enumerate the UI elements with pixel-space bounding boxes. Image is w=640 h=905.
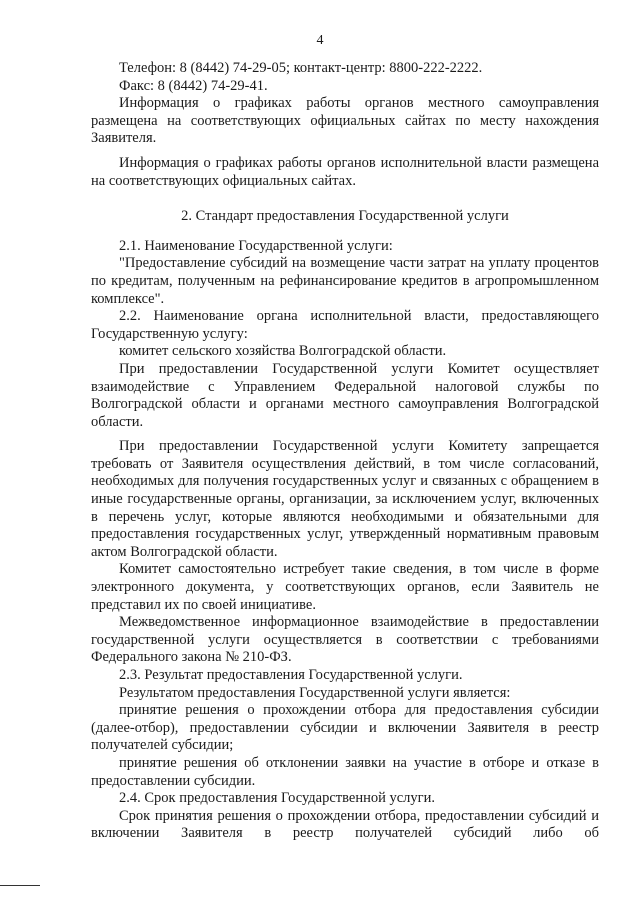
paragraph-2-1: 2.1. Наименование Государственной услуги: [119,237,393,254]
paragraph-interaction: При предоставлении Государственной услуги Комитет осуществляет взаимодействие с Управлением Федеральной налоговой службы по Волгоградской области и органами местного самоуправления Волгоградской области. [91,360,599,430]
paragraph-service-name: "Предоставление субсидий на возмещение части затрат на уплату процентов по кредитам, полученным на рефинансирование кредитов в агропромышленном комплексе". [91,255,599,307]
document-body [91,60,599,843]
paragraph-2-4: 2.4. Срок предоставления Государственной услуги. [119,790,435,807]
paragraph-result-rejection: принятие решения об отклонении заявки на участие в отборе и отказе в предоставлении субсидии. [91,754,599,789]
paragraph-term: Срок принятия решения о прохождении отбора, предоставлении субсидий и включении Заявителя в реестр получателей субсидий либо об [91,807,599,842]
fax-line: Факс: 8 (8442) 74-29-41. [119,77,268,94]
paragraph-committee: комитет сельского хозяйства Волгоградской области. [119,343,447,360]
paragraph-self-request: Комитет самостоятельно истребует такие сведения, в том числе в форме электронного документа, у соответствующих органов, если Заявитель не представил их по своей инициативе. [91,561,599,613]
paragraph-prohibition: При предоставлении Государственной услуги Комитету запрещается требовать от Заявителя осуществления действий, в том числе согласований, необходимых для получения государственных услуг и связанных с обращением в иные государственные органы, организации, за исключением услуг, включенных в перечень услуг, которые являются необходимыми и обязательными для предоставления государственных услуг, утвержденный нормативным правовым актом Волгоградской области. [91,438,599,560]
page-number: 4 [316,33,324,48]
paragraph-result: Результатом предоставления Государственной услуги является: [119,684,511,701]
phone-line: Телефон: 8 (8442) 74-29-05; контакт-центр: 8800-222-2222. [119,60,483,76]
paragraph-local-schedule: Информация о графиках работы органов местного самоуправления размещена на соответствующих официальных сайтах по месту нахождения Заявителя. [91,95,599,147]
paragraph-result-decision: принятие решения о прохождении отбора для предоставления субсидии (далее-отбор), предоставлении субсидии и включении Заявителя в реестр получателей субсидии; [91,702,599,754]
footnote-divider [0,885,40,886]
section-heading: 2. Стандарт предоставления Государственной услуги [181,208,509,225]
paragraph-executive-schedule: Информация о графиках работы органов исполнительной власти размещена на соответствующих официальных сайтах. [91,154,599,189]
paragraph-2-2: 2.2. Наименование органа исполнительной власти, предоставляющего Государственную услугу: [91,308,599,342]
paragraph-interagency: Межведомственное информационное взаимодействие в предоставлении государственной услуги осуществляется в соответствии с требованиями Федерального закона № 210-ФЗ. [91,614,599,666]
paragraph-2-3: 2.3. Результат предоставления Государственной услуги. [119,667,463,683]
